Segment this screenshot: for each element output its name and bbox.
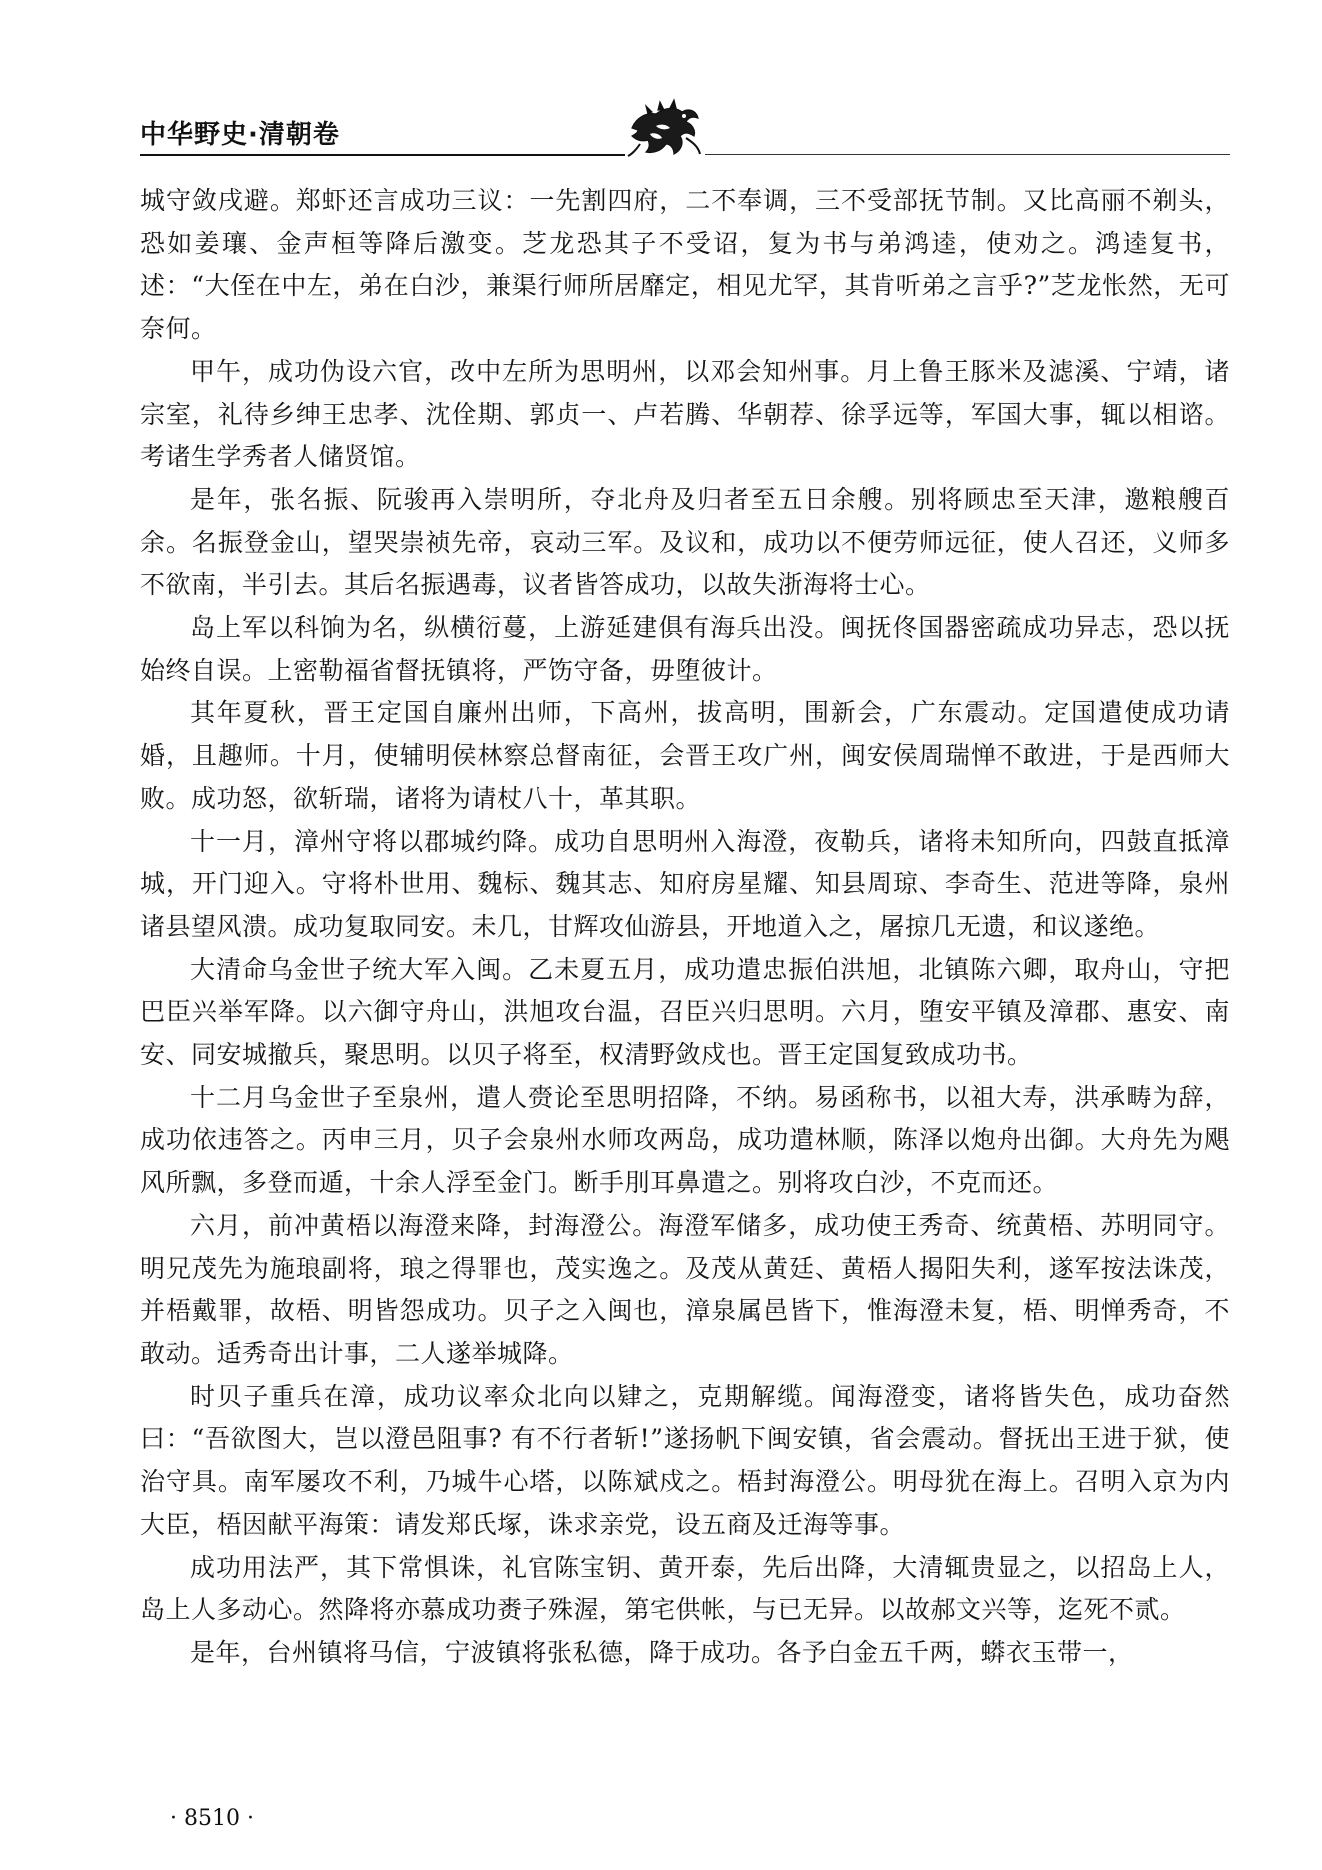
paragraph: 六月，前冲黄梧以海澄来降，封海澄公。海澄军储多，成功使王秀奇、统黄梧、苏明同守。明兄茂先为施琅副将，琅之得罪也，茂实逸之。及茂从黄廷、黄梧人揭阳失利，遂军按法诛茂，并梧戴罪，故梧、明皆怨成功。贝子之入闽也，漳泉属邑皆下，惟海澄未复，梧、明惮秀奇，不敢动。适秀奇出计事，二人遂举城降。 [140,1210,1230,1368]
paragraph: 其年夏秋，晋王定国自廉州出师，下高州，拔高明，围新会，广东震动。定国遣使成功请婚，且趣师。十月，使辅明侯林察总督南征，会晋王攻广州，闽安侯周瑞惮不敢进，于是西师大败。成功怒，欲斩瑞，诸将为请杖八十，革其职。 [140,698,1230,813]
paragraph: 十一月，漳州守将以郡城约降。成功自思明州入海澄，夜勒兵，诸将未知所向，四鼓直抵漳城，开门迎入。守将朴世用、魏标、魏其志、知府房星耀、知县周琼、李奇生、范进等降，泉州诸县望风溃。成功复取同安。未几，甘辉攻仙游县，开地道入之，屠掠几无遗，和议遂绝。 [140,826,1230,941]
header-rule-right [705,154,1230,155]
paragraph: 时贝子重兵在漳，成功议率众北向以肄之，克期解缆。闻海澄变，诸将皆失色，成功奋然曰：“吾欲图大，岂以澄邑阻事? 有不行者斩!”遂扬帆下闽安镇，省会震动。督抚出王进于狱，使治守具。南军屡攻不利，乃城牛心塔，以陈斌戍之。梧封海澄公。明母犹在海上。召明入京为内大臣，梧因献平海策：请发郑氏塚，诛求亲党，设五商及迁海等事。 [140,1381,1230,1539]
paragraph: 是年，张名振、阮骏再入崇明所，夺北舟及归者至五日余艘。别将顾忠至天津，邀粮艘百余。名振登金山，望哭崇祯先帝，哀动三军。及议和，成功以不便劳师远征，使人召还，义师多不欲南，半引去。其后名振遇毒，议者皆答成功，以故失浙海将士心。 [140,484,1230,600]
paragraph: 甲午，成功伪设六官，改中左所为思明州，以邓会知州事。月上鲁王豚米及滤溪、宁靖，诸宗室，礼待乡绅王忠孝、沈佺期、郭贞一、卢若腾、华朝荐、徐孚远等，军国大事，辄以相谘。考诸生学秀者人储贤馆。 [140,356,1230,472]
paragraph: 十二月乌金世子至泉州，遣人赍论至思明招降，不纳。易函称书，以祖大寿，洪承畴为辞，成功依违答之。丙申三月，贝子会泉州水师攻两岛，成功遣林顺，陈泽以炮舟出御。大舟先为飓风所飘，多登而遁，十余人浮至金门。断手刖耳鼻遣之。别将攻白沙，不克而还。 [140,1082,1230,1198]
paragraph: 大清命乌金世子统大军入闽。乙未夏五月，成功遣忠振伯洪旭，北镇陈六卿，取舟山，守把巴臣兴举军降。以六御守舟山，洪旭攻台温，召臣兴归思明。六月，堕安平镇及漳郡、惠安、南安、同安城撤兵，聚思明。以贝子将至，权清野敛戍也。晋王定国复致成功书。 [140,954,1230,1070]
dragon-icon [626,98,702,160]
paragraph: 城守敛戌避。郑虾还言成功三议：一先割四府，二不奉调，三不受部抚节制。又比高丽不剃头，恐如姜瓖、金声桓等降后激变。芝龙恐其子不受诏，复为书与弟鸿逵，使劝之。鸿逵复书，述：“大侄在中左，弟在白沙，兼渠行师所居靡定，相见尤罕，其肯听弟之言乎?”芝龙怅然，无可奈何。 [140,186,1230,344]
body-text [140,180,1230,1675]
page-header-title: 中华野史·清朝卷 [140,120,340,150]
paragraph: 岛上军以科饷为名，纵横衍蔓，上游延建俱有海兵出没。闽抚佟国器密疏成功异志，恐以抚始终自误。上密勒福省督抚镇将，严饬守备，毋堕彼计。 [140,613,1230,685]
header-rule-left [140,154,625,156]
page-number: · 8510 · [170,1806,254,1831]
paragraph: 是年，台州镇将马信，宁波镇将张私德，降于成功。各予白金五千两，蟒衣玉带一， [190,1637,1134,1667]
page-header [140,96,1230,160]
paragraph: 成功用法严，其下常惧诛，礼官陈宝钥、黄开泰，先后出降，大清辄贵显之，以招岛上人，岛上人多动心。然降将亦慕成功赉子殊渥，第宅供帐，与已无异。以故郝文兴等，迄死不贰。 [140,1552,1230,1625]
